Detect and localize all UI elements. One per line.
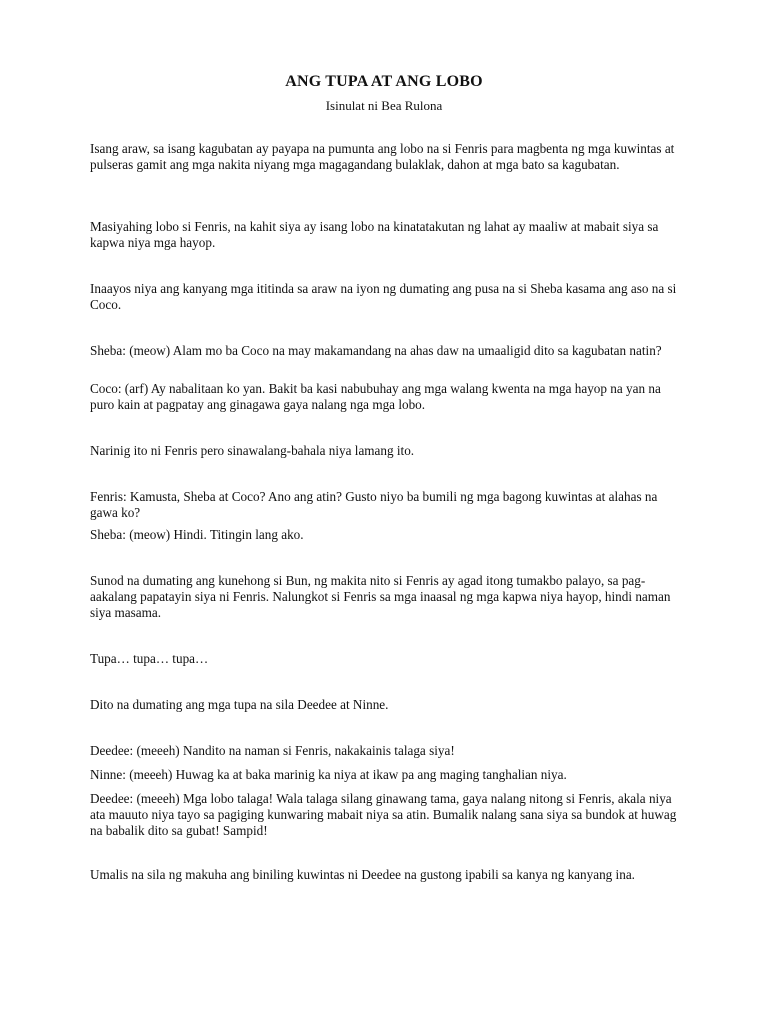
- paragraph-3: Inaayos niya ang kanyang mga ititinda sa araw na iyon ng dumating ang pusa na si Sheba kasama ang aso na si Coco.: [90, 281, 677, 312]
- paragraph-4: Narinig ito ni Fenris pero sinawalang-bahala niya lamang ito.: [90, 443, 415, 458]
- dialogue-fenris-1: Fenris: Kamusta, Sheba at Coco? Ano ang atin? Gusto niyo ba bumili ng mga bagong kuwintas at alahas na gawa ko?: [90, 489, 658, 520]
- dialogue-deedee-1: Deedee: (meeeh) Nandito na naman si Fenris, nakakainis talaga siya!: [90, 743, 455, 758]
- paragraph-8: Umalis na sila ng makuha ang biniling kuwintas ni Deedee na gustong ipabili sa kanya ng kanyang ina.: [90, 867, 635, 882]
- paragraph-5: Sunod na dumating ang kunehong si Bun, ng makita nito si Fenris ay agad itong tumakbo palayo, sa pag-aakalang papatayin siya ni Fenris. Nalungkot si Fenris sa mga inaasal ng mga kapwa niya hayop, hindi naman siya masama.: [90, 573, 671, 620]
- paragraph-2: Masiyahing lobo si Fenris, na kahit siya ay isang lobo na kinatatakutan ng lahat ay maaliw at mabait siya sa kapwa niya mga hayop.: [90, 219, 659, 250]
- document-title: ANG TUPA AT ANG LOBO: [285, 73, 483, 90]
- document-author: Isinulat ni Bea Rulona: [325, 98, 443, 113]
- dialogue-sheba-1: Sheba: (meow) Alam mo ba Coco na may makamandang na ahas daw na umaaligid dito sa kagubatan natin?: [90, 343, 662, 358]
- paragraph-6: Tupa… tupa… tupa…: [90, 651, 209, 666]
- paragraph-1: Isang araw, sa isang kagubatan ay payapa na pumunta ang lobo na si Fenris para magbenta ng mga kuwintas at pulseras gamit ang mga nakita niyang mga magagandang bulaklak, dahon at mga bato sa kagubatan.: [90, 141, 675, 172]
- dialogue-deedee-2: Deedee: (meeeh) Mga lobo talaga! Wala talaga silang ginawang tama, gaya nalang nitong si Fenris, akala niya ata mauuto niya tayo sa pagiging kunwaring mabait niya sa atin. Bumalik nalang sana siya sa bundok at huwag na babalik dito sa gubat! Sampid!: [90, 791, 677, 838]
- dialogue-ninne-1: Ninne: (meeeh) Huwag ka at baka marinig ka niya at ikaw pa ang maging tanghalian niya.: [90, 767, 567, 782]
- paragraph-7: Dito na dumating ang mga tupa na sila Deedee at Ninne.: [90, 697, 389, 712]
- dialogue-sheba-2: Sheba: (meow) Hindi. Titingin lang ako.: [90, 527, 304, 542]
- dialogue-coco-1: Coco: (arf) Ay nabalitaan ko yan. Bakit ba kasi nabubuhay ang mga walang kwenta na mga hayop na yan na puro kain at pagpatay ang ginagawa gaya nalang nga mga lobo.: [90, 381, 661, 412]
